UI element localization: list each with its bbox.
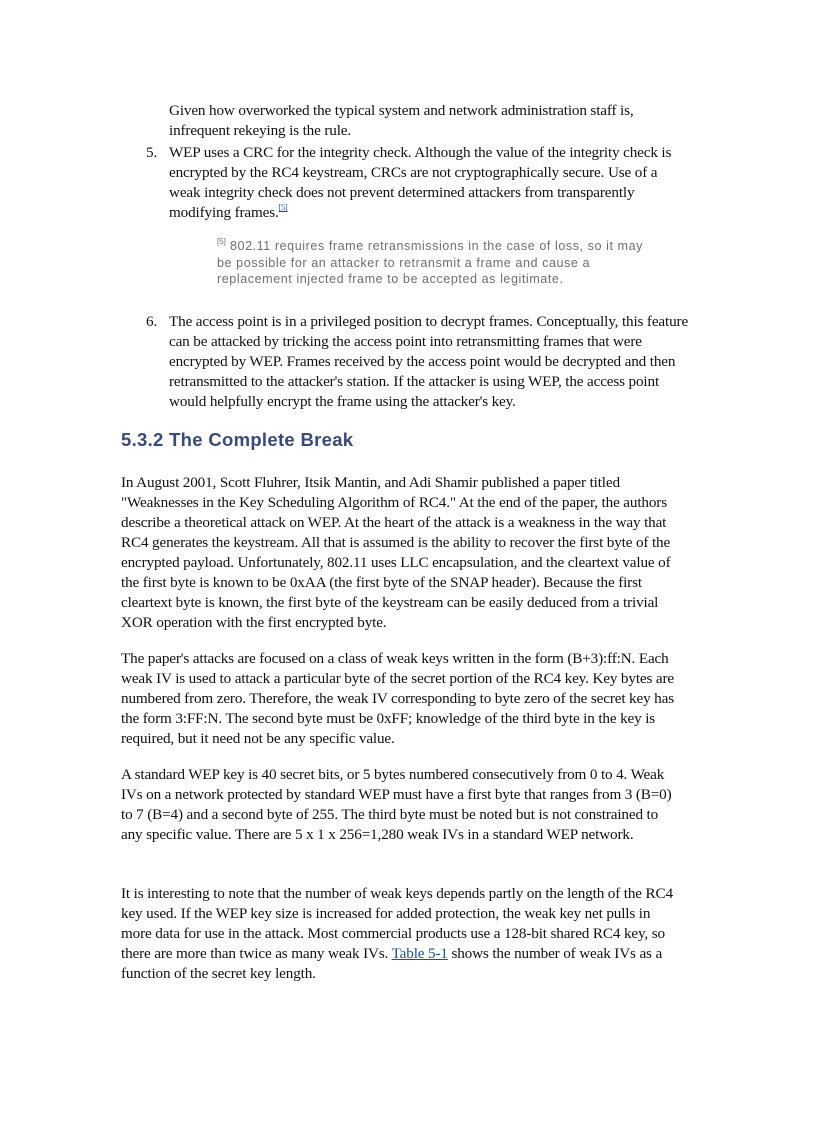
list-continuation-text: Given how overworked the typical system and network administration staff is, infrequent rekeying is the rule.	[169, 102, 634, 139]
footnote-5	[217, 238, 647, 288]
paragraph-4	[121, 884, 681, 984]
paragraph-1: In August 2001, Scott Fluhrer, Itsik Mantin, and Adi Shamir published a paper titled "Weaknesses in the Key Scheduling Algorithm of RC4." At the end of the paper, the authors describe a theoretical attack on WEP. At the heart of the attack is a weakness in the way that RC4 generates the keystream. All that is assumed is the ability to recover the first byte of the encrypted payload. Unfortunately, 802.11 uses LLC encapsulation, and the cleartext value of the first byte is known to be 0xAA (the first byte of the SNAP header). Because the first cleartext byte is known, the first byte of the keystream can be easily deduced from a trivial XOR operation with the first encrypted byte.	[121, 474, 671, 631]
list-item-text-body: WEP uses a CRC for the integrity check. Although the value of the integrity check is encrypted by the RC4 keystream, CRCs are not cryptographically secure. Use of a weak integrity check does not prevent determined attackers from transparently modifying frames.	[169, 144, 672, 221]
list-item-text	[169, 143, 689, 223]
list-item-number: 6.	[146, 313, 158, 330]
paragraph-2: The paper's attacks are focused on a class of weak keys written in the form (B+3):ff:N. Each weak IV is used to attack a particular byte of the secret portion of the RC4 key. Key bytes are numbered from zero. Therefore, the weak IV corresponding to byte zero of the secret key has the form 3:FF:N. The second byte must be 0xFF; knowledge of the third byte in the key is required, but it need not be any specific value.	[121, 650, 674, 747]
table-5-1-link[interactable]: Table 5-1	[391, 945, 448, 962]
paragraph-4-text: It is interesting to note that the number of weak keys depends partly on the length of the RC4 key used. If the WEP key size is increased for added protection, the weak key net pulls in more data for use in the attack. Most commercial products use a 128-bit shared RC4 key, so there are more than twice as many weak IVs.	[121, 885, 673, 962]
paragraph-4-text-end: shows the number of weak IVs as a function of the secret key length.	[121, 945, 663, 982]
list-item-text: The access point is in a privileged position to decrypt frames. Conceptually, this feature can be attacked by tricking the access point into retransmitting frames that were encrypted by WEP. Frames received by the access point would be decrypted and then retransmitted to the attacker's station. If the attacker is using WEP, the access point would helpfully encrypt the frame using the attacker's key.	[169, 313, 689, 410]
list-item-number: 5.	[146, 144, 158, 161]
section-heading: 5.3.2 The Complete Break	[121, 429, 354, 450]
paragraph-3: A standard WEP key is 40 secret bits, or 5 bytes numbered consecutively from 0 to 4. Weak IVs on a network protected by standard WEP must have a first byte that ranges from 3 (B=0) to 7 (B=4) and a second byte of 255. The third byte must be noted but is not constrained to any specific value. There are 5 x 1 x 256=1,280 weak IVs in a standard WEP network.	[121, 766, 672, 843]
footnote-text: 802.11 requires frame retransmissions in the case of loss, so it may be possible for an attacker to retransmit a frame and cause a replacement injected frame to be accepted as legitimate.	[217, 239, 643, 286]
footnote-marker: [5]	[217, 237, 226, 246]
footnote-5-link[interactable]: [5]	[278, 203, 288, 212]
